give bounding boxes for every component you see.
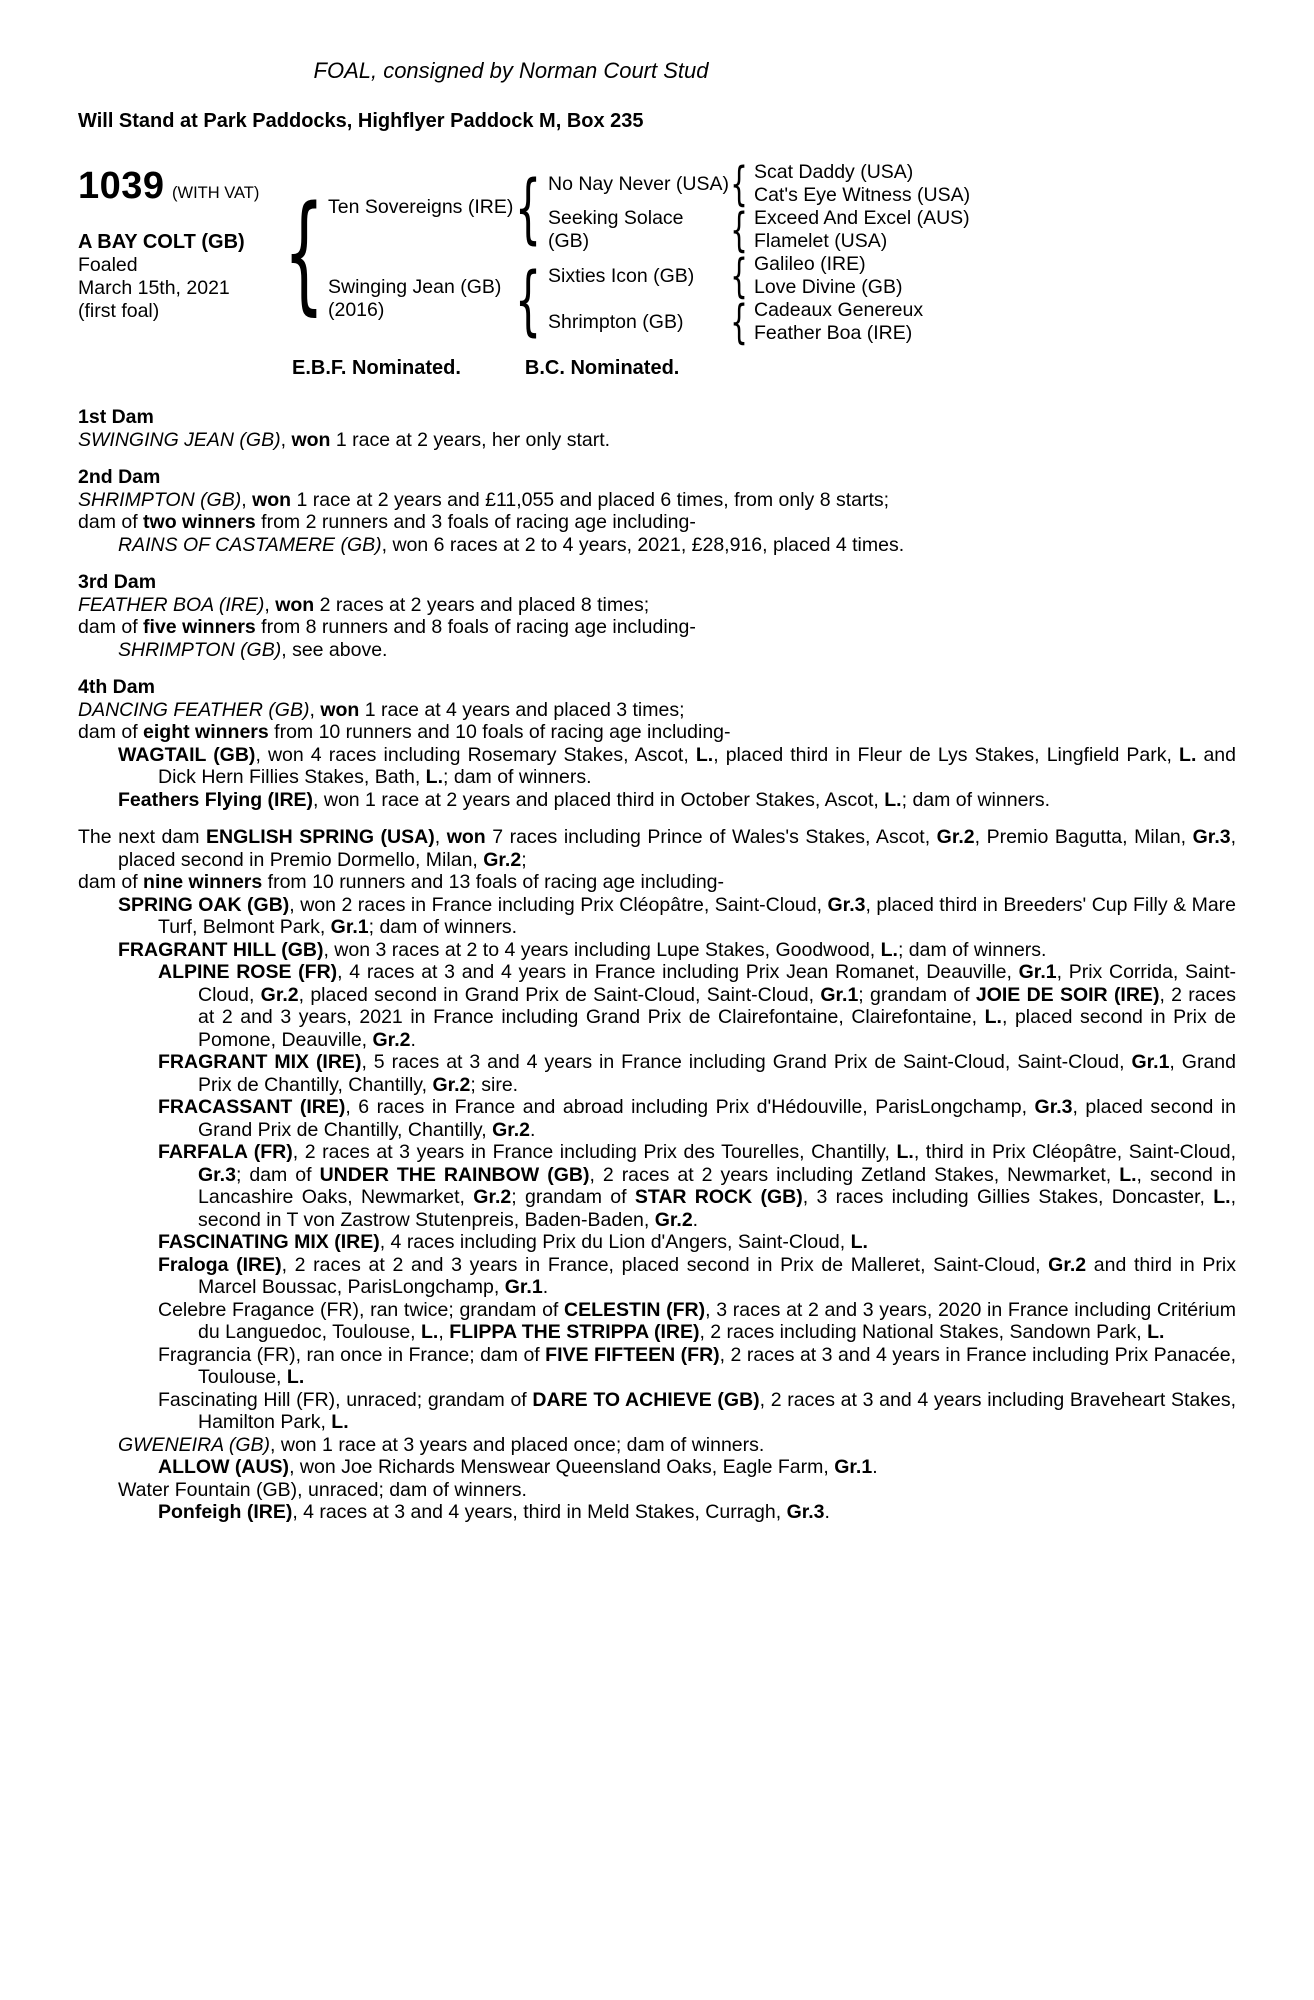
pedigree-paragraph: dam of five winners from 8 runners and 8 foals of racing age including-	[78, 616, 696, 638]
pedigree-paragraph: SWINGING JEAN (GB), won 1 race at 2 years, her only start.	[78, 428, 611, 451]
main-brace: {	[283, 178, 325, 328]
pedigree-paragraph: SHRIMPTON (GB), won 1 race at 2 years and £11,055 and placed 6 times, from only 8 starts;	[78, 488, 890, 511]
dam-year: (2016)	[328, 299, 385, 321]
bc-nominated: B.C. Nominated.	[524, 357, 680, 379]
dam-sire-sire-name: Galileo (IRE)	[754, 253, 866, 275]
pedigree-paragraph: SPRING OAK (GB), won 2 races in France including Prix Cléopâtre, Saint-Cloud, Gr.3, placed third in Breeders' Cup Filly & Mare Turf, Belmont Park, Gr.1; dam of winners.	[118, 893, 1237, 938]
dam-section	[78, 406, 1236, 451]
pedigree-paragraph: Fascinating Hill (FR), unraced; grandam of DARE TO ACHIEVE (GB), 2 races at 3 and 4 years including Braveheart Stakes, Hamilton Park, L.	[158, 1388, 1236, 1433]
dam-brace: {	[514, 254, 542, 344]
ebf-nominated: E.B.F. Nominated.	[292, 357, 461, 379]
pedigree-paragraph: FRACASSANT (IRE), 6 races in France and abroad including Prix d'Hédouville, ParisLongchamp, Gr.3, placed second in Grand Prix de Chantilly, Chantilly, Gr.2.	[158, 1096, 1236, 1141]
sire-sire-name: No Nay Never (USA)	[548, 172, 729, 195]
pedigree-paragraph: ALPINE ROSE (FR), 4 races at 3 and 4 years in France including Prix Jean Romanet, Deauville, Gr.1, Prix Corrida, Saint-Cloud, Gr.2, placed second in Grand Prix de Saint-Cloud, Saint-Cloud, Gr.1; grandam of JOIE DE SOIR (IRE), 2 races at 2 and 3 years, 2021 in France including Grand Prix de Clairefontaine, Clairefontaine, L., placed second in Prix de Pomone, Deauville, Gr.2.	[158, 961, 1236, 1051]
pedigree-paragraph: SHRIMPTON (GB), see above.	[118, 638, 388, 661]
nominations	[78, 357, 1236, 380]
pedigree-paragraph: ALLOW (AUS), won Joe Richards Menswear Queensland Oaks, Eagle Farm, Gr.1.	[158, 1456, 878, 1478]
lot-number-row	[78, 165, 290, 208]
section-heading: 4th Dam	[78, 676, 155, 698]
sire-dam-brace: {	[730, 203, 748, 257]
pedigree-paragraph: FRAGRANT MIX (IRE), 5 races at 3 and 4 years in France including Grand Prix de Saint-Cloud, Saint-Cloud, Gr.1, Grand Prix de Chantilly, Chantilly, Gr.2; sire.	[158, 1051, 1236, 1096]
dam-name-cell	[318, 276, 516, 322]
foaled-label: Foaled	[78, 254, 138, 276]
pedigree-paragraph: Feathers Flying (IRE), won 1 race at 2 years and placed third in October Stakes, Ascot, L.; dam of winners.	[118, 788, 1051, 811]
pedigree-paragraph: FASCINATING MIX (IRE), 4 races including Prix du Lion d'Angers, Saint-Cloud, L.	[158, 1231, 868, 1253]
lot-description: A BAY COLT (GB)	[78, 231, 245, 253]
dam-sire-dam-name: Love Divine (GB)	[754, 276, 903, 298]
dam-sire-brace: {	[730, 249, 748, 303]
pedigree-text-sections	[78, 406, 1236, 1524]
pedigree-tree	[283, 157, 971, 349]
sire-sire-branch	[540, 157, 971, 211]
dam-section	[78, 571, 1236, 661]
sire-branch	[318, 157, 971, 257]
dam-section	[78, 676, 1236, 811]
dam-name: Swinging Jean (GB)	[328, 276, 502, 298]
pedigree-paragraph: Fragrancia (FR), ran once in France; dam of FIVE FIFTEEN (FR), 2 races at 3 and 4 years in France including Prix Panacée, Toulouse, L.	[158, 1343, 1237, 1388]
pedigree-paragraph: FARFALA (FR), 2 races at 3 years in France including Prix des Tourelles, Chantilly, L., third in Prix Cléopâtre, Saint-Cloud, Gr.3; dam of UNDER THE RAINBOW (GB), 2 races at 2 years including Zetland Stakes, Newmarket, L., second in Lancashire Oaks, Newmarket, Gr.2; grandam of STAR ROCK (GB), 3 races including Gillies Stakes, Doncaster, L., second in T von Zastrow Stutenpreis, Baden-Baden, Gr.2.	[158, 1141, 1236, 1231]
sire-brace: {	[514, 162, 542, 252]
pedigree-paragraph: dam of nine winners from 10 runners and 13 foals of racing age including-	[78, 871, 725, 893]
dam-section	[78, 466, 1236, 556]
pedigree-paragraph: DANCING FEATHER (GB), won 1 race at 4 years and placed 3 times;	[78, 698, 685, 721]
pedigree-paragraph: FRAGRANT HILL (GB), won 3 races at 2 to 4 years including Lupe Stakes, Goodwood, L.; dam of winners.	[118, 938, 1047, 961]
pedigree-panel	[78, 157, 1236, 349]
pedigree-paragraph: The next dam ENGLISH SPRING (USA), won 7 races including Prince of Wales's Stakes, Ascot, Gr.2, Premio Bagutta, Milan, Gr.3, placed second in Premio Dormello, Milan, Gr.2;	[78, 826, 1237, 871]
generation-1	[318, 157, 971, 349]
dam-dam-name: Shrimpton (GB)	[548, 310, 684, 333]
sire-dam-dam-name: Flamelet (USA)	[754, 230, 888, 252]
sire-name: Ten Sovereigns (IRE)	[328, 195, 514, 218]
pedigree-paragraph: GWENEIRA (GB), won 1 race at 3 years and placed once; dam of winners.	[118, 1433, 765, 1456]
section-heading: 2nd Dam	[78, 466, 161, 488]
dam-sire-name: Sixties Icon (GB)	[548, 264, 695, 287]
dam-branch	[318, 249, 970, 349]
dam-section	[78, 826, 1236, 1524]
sire-sire-brace: {	[730, 157, 748, 211]
pedigree-paragraph: dam of two winners from 2 runners and 3 foals of racing age including-	[78, 511, 696, 533]
pedigree-paragraph: Ponfeigh (IRE), 4 races at 3 and 4 years, third in Meld Stakes, Curragh, Gr.3.	[158, 1501, 830, 1523]
sire-dam-sire-name: Exceed And Excel (AUS)	[754, 207, 970, 229]
consignment-title: FOAL, consigned by Norman Court Stud	[313, 58, 709, 83]
pedigree-paragraph: Celebre Fragance (FR), ran twice; grandam of CELESTIN (FR), 3 races at 2 and 3 years, 2020 in France including Critérium du Languedoc, Toulouse, L., FLIPPA THE STRIPPA (IRE), 2 races including National Stakes, Sandown Park, L.	[158, 1298, 1236, 1343]
sire-sire-dam-name: Cat's Eye Witness (USA)	[754, 184, 971, 206]
dam-dam-brace: {	[730, 295, 748, 349]
sire-sire-sire-name: Scat Daddy (USA)	[754, 161, 914, 183]
foal-note: (first foal)	[78, 300, 160, 322]
sire-dam-branch	[540, 203, 970, 257]
foaled-date: March 15th, 2021	[78, 277, 230, 299]
lot-number: 1039	[78, 165, 165, 207]
stand-location: Will Stand at Park Paddocks, Highflyer Paddock M, Box 235	[78, 110, 644, 132]
section-heading: 3rd Dam	[78, 571, 157, 593]
dam-sire-branch	[540, 249, 923, 303]
dam-dam-sire-name: Cadeaux Genereux	[754, 299, 924, 321]
section-heading: 1st Dam	[78, 406, 154, 428]
pedigree-paragraph: Water Fountain (GB), unraced; dam of winners.	[118, 1478, 527, 1501]
pedigree-paragraph: RAINS OF CASTAMERE (GB), won 6 races at 2 to 4 years, 2021, £28,916, placed 4 times.	[118, 533, 905, 556]
sire-dam-name: Seeking Solace (GB)	[548, 207, 684, 252]
vat-note: (WITH VAT)	[172, 184, 260, 202]
pedigree-paragraph: WAGTAIL (GB), won 4 races including Rosemary Stakes, Ascot, L., placed third in Fleur de Lys Stakes, Lingfield Park, L. and Dick Hern Fillies Stakes, Bath, L.; dam of winners.	[118, 743, 1237, 788]
pedigree-paragraph: Fraloga (IRE), 2 races at 2 and 3 years in France, placed second in Prix de Malleret, Saint-Cloud, Gr.2 and third in Prix Marcel Boussac, ParisLongchamp, Gr.1.	[158, 1253, 1237, 1298]
lot-info	[78, 161, 290, 323]
dam-dam-dam-name: Feather Boa (IRE)	[754, 322, 913, 344]
pedigree-paragraph: dam of eight winners from 10 runners and 10 foals of racing age including-	[78, 721, 731, 743]
dam-dam-branch	[540, 295, 924, 349]
pedigree-paragraph: FEATHER BOA (IRE), won 2 races at 2 years and placed 8 times;	[78, 593, 650, 616]
